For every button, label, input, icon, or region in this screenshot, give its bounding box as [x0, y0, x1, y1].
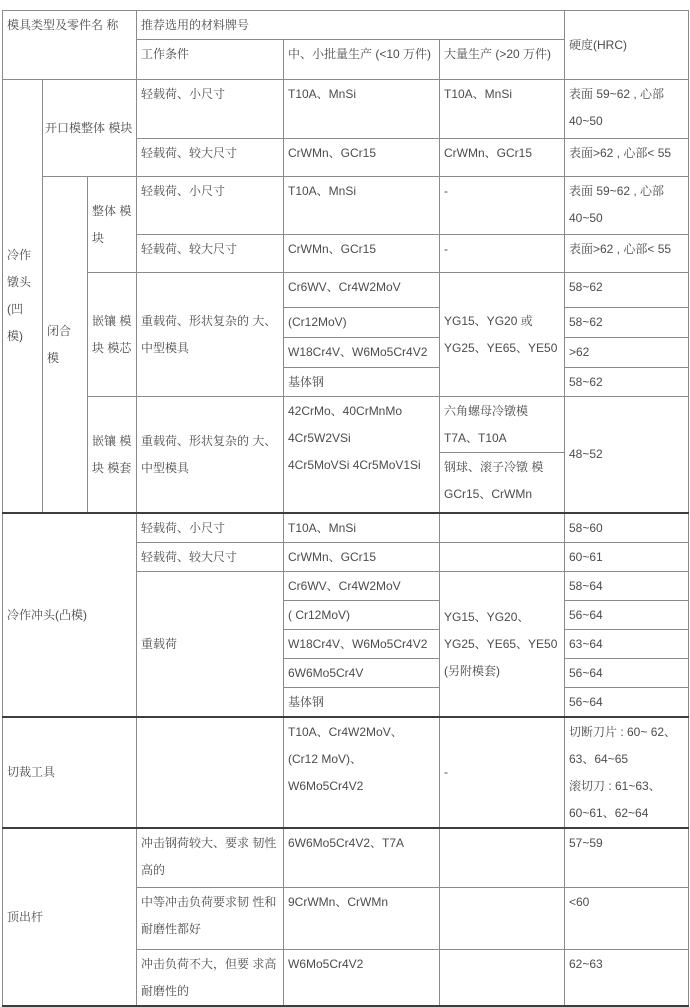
- cell-small-batch: 基体钢: [284, 687, 440, 717]
- cell-line: 42CrMo、40CrMnMo 4Cr5W2VSi: [288, 404, 403, 445]
- cell-condition: [137, 717, 284, 828]
- cell-small-batch: W18Cr4V、W6Mo5Cr4V2: [284, 338, 440, 368]
- table-row: [3, 828, 689, 888]
- table-row: [3, 513, 689, 543]
- cell-hardness: <60: [565, 888, 689, 950]
- table-row: [3, 273, 689, 308]
- cell-condition: 冲击钢荷较大、要求 韧性高的: [137, 828, 284, 888]
- cell-small-batch: T10A、MnSi: [284, 80, 440, 139]
- cell-condition: 重载荷: [137, 571, 284, 717]
- cell-line: 4Cr5MoVSi 4Cr5MoV1Si: [288, 458, 421, 472]
- cell-hardness: 表面 59~62 , 心部 40~50: [565, 177, 689, 235]
- cell-section-cold-heading-die: 冷作 镦头 (凹 模): [3, 80, 43, 513]
- cell-line: 切断刀片 : 60~ 62、63、64~65: [569, 724, 677, 766]
- cell-condition: 轻载荷、小尺寸: [137, 513, 284, 543]
- table-row: [3, 80, 689, 139]
- cell-small-batch: T10A、Cr4W2MoV、 (Cr12 MoV)、W6Mo5Cr4V2: [284, 717, 440, 828]
- cell-small-batch: CrWMn、GCr15: [284, 235, 440, 273]
- material-selection-table: [2, 10, 689, 1007]
- table-row: [3, 717, 689, 828]
- cell-hardness: 表面>62 , 心部< 55: [565, 139, 689, 177]
- cell-condition: 轻载荷、较大尺寸: [137, 139, 284, 177]
- cell-hardness: 62~63: [565, 950, 689, 1007]
- cell-hardness: 58~64: [565, 571, 689, 600]
- cell-hardness: 58~62: [565, 273, 689, 308]
- cell-hardness: 56~64: [565, 658, 689, 687]
- cell-condition: 重载荷、形状复杂的 大、中型模具: [137, 273, 284, 397]
- cell-mass: [440, 828, 565, 888]
- cell-mass: YG15、YG20 或 YG25、YE65、YE50: [440, 273, 565, 397]
- cell-insert-sleeve-label: 嵌镶 模块 模套: [88, 397, 137, 513]
- cell-small-batch: 基体钢: [284, 368, 440, 397]
- cell-mass: T10A、MnSi: [440, 80, 565, 139]
- cell-small-batch: W6Mo5Cr4V2: [284, 950, 440, 1007]
- cell-mass: [440, 888, 565, 950]
- header-mass-production: 大量生产 (>20 万件): [440, 40, 565, 80]
- cell-condition: 冲击负荷不大，但要 求高耐磨性的: [137, 950, 284, 1007]
- cell-hardness: 57~59: [565, 828, 689, 888]
- cell-small-batch: Cr6WV、Cr4W2MoV: [284, 571, 440, 600]
- cell-mass: CrWMn、GCr15: [440, 139, 565, 177]
- cell-line: (另附模套): [444, 663, 500, 678]
- cell-small-batch: Cr6WV、Cr4W2MoV: [284, 273, 440, 308]
- cell-small-batch: (Cr12MoV): [284, 308, 440, 338]
- cell-condition: 轻载荷、较大尺寸: [137, 542, 284, 571]
- cell-small-batch: CrWMn、GCr15: [284, 139, 440, 177]
- cell-insert-core-label: 嵌镶 模块 模芯: [88, 273, 137, 397]
- cell-small-batch: 9CrWMn、CrWMn: [284, 888, 440, 950]
- cell-hardness: 表面>62 , 心部< 55: [565, 235, 689, 273]
- header-tool-name: 模具类型及零件名 称: [3, 11, 137, 80]
- cell-hardness: 60~61: [565, 542, 689, 571]
- cell-hardness: 58~62: [565, 368, 689, 397]
- cell-mass: -: [440, 235, 565, 273]
- cell-small-batch: T10A、MnSi: [284, 513, 440, 543]
- cell-hardness: 58~62: [565, 308, 689, 338]
- cell-section-cutting-tools: 切裁工具: [3, 717, 137, 828]
- cell-small-batch: CrWMn、GCr15: [284, 542, 440, 571]
- cell-hardness: 表面 59~62 , 心部 40~50: [565, 80, 689, 139]
- cell-mass: -: [440, 177, 565, 235]
- header-material-group: 推荐选用的材料牌号: [137, 11, 565, 40]
- cell-small-batch: ( Cr12MoV): [284, 600, 440, 629]
- cell-closed-die-label: 闭合 模: [43, 177, 88, 513]
- cell-mass: [440, 571, 565, 717]
- cell-mass: 六角螺母冷镦模 T7A、T10A: [440, 397, 565, 453]
- cell-open-die-label: 开口模整体 模块: [43, 80, 137, 177]
- header-work-condition: 工作条件: [137, 40, 284, 80]
- cell-integral-block-label: 整体 模块: [88, 177, 137, 273]
- header-small-batch: 中、小批量生产 (<10 万件): [284, 40, 440, 80]
- cell-condition: 中等冲击负荷要求韧 性和耐磨性都好: [137, 888, 284, 950]
- cell-mass: [440, 950, 565, 1007]
- table-row: [3, 177, 689, 235]
- cell-hardness: 56~64: [565, 600, 689, 629]
- cell-hardness: 63~64: [565, 629, 689, 658]
- cell-small-batch: T10A、MnSi: [284, 177, 440, 235]
- table-row: [3, 397, 689, 453]
- cell-small-batch: 6W6Mo5Cr4V2、T7A: [284, 828, 440, 888]
- header-row-1: [3, 11, 689, 40]
- cell-mass: 钢球、滚子冷镦 模 GCr15、CrWMn: [440, 453, 565, 513]
- cell-line: YG15、YG20、 YG25、YE65、YE50: [444, 609, 558, 651]
- cell-hardness: 48~52: [565, 397, 689, 513]
- cell-condition: 轻载荷、较大尺寸: [137, 235, 284, 273]
- cell-condition: 轻载荷、小尺寸: [137, 177, 284, 235]
- cell-mass: -: [440, 717, 565, 828]
- cell-condition: 轻载荷、小尺寸: [137, 80, 284, 139]
- cell-line: 滚切刀 : 61~63、 60~61、62~64: [569, 778, 661, 820]
- cell-small-batch: W18Cr4V、W6Mo5Cr4V2: [284, 629, 440, 658]
- cell-section-cold-punch: 冷作冲头(凸模): [3, 513, 137, 717]
- cell-section-ejector-rod: 顶出杆: [3, 828, 137, 1007]
- cell-hardness: 56~64: [565, 687, 689, 717]
- cell-hardness: 58~60: [565, 513, 689, 543]
- cell-small-batch: 6W6Mo5Cr4V: [284, 658, 440, 687]
- cell-small-batch: [284, 397, 440, 513]
- header-hardness: 硬度(HRC): [565, 11, 689, 80]
- cell-mass: [440, 542, 565, 571]
- cell-hardness: >62: [565, 338, 689, 368]
- cell-condition: 重载荷、形状复杂的 大、中型模具: [137, 397, 284, 513]
- cell-hardness: [565, 717, 689, 828]
- cell-mass: [440, 513, 565, 543]
